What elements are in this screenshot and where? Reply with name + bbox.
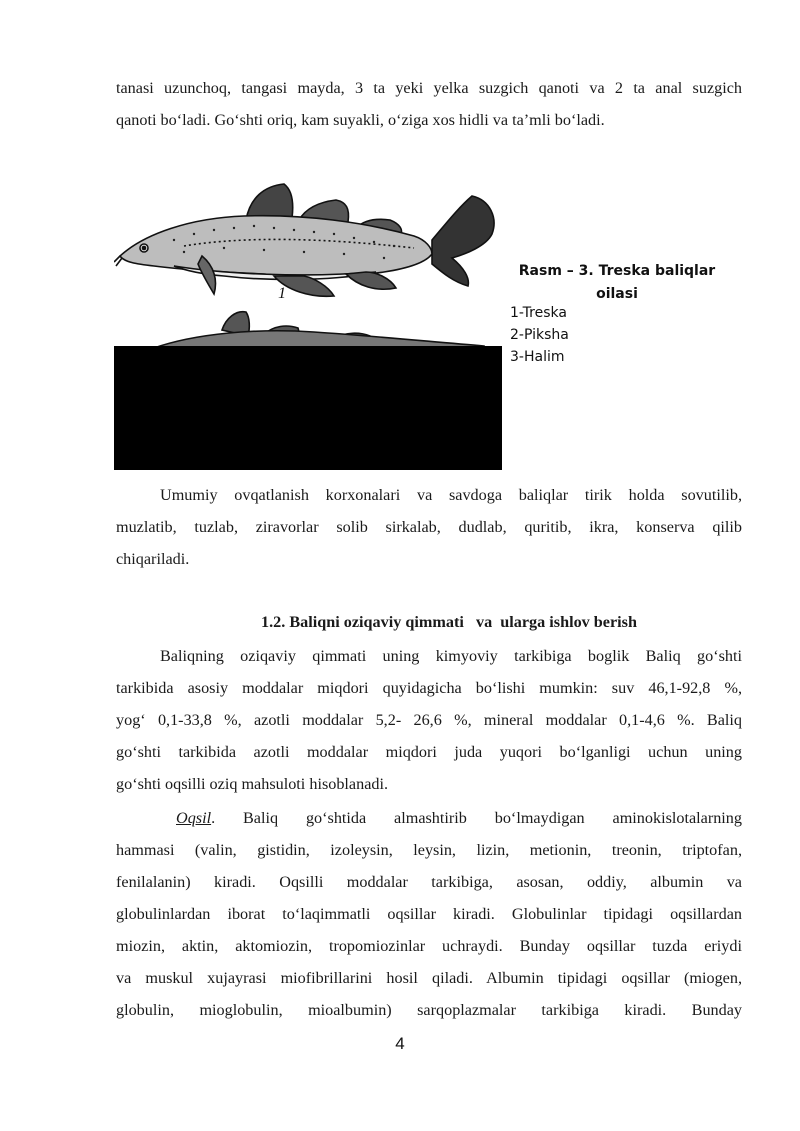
figure-caption-title xyxy=(512,260,722,306)
text-line: yog‘ 0,1-33,8 %, azotli moddalar 5,2- 26,6 %, mineral moddalar 0,1-4,6 %. Baliq xyxy=(116,711,742,729)
processing-paragraph xyxy=(116,479,742,575)
text-line: Umumiy ovqatlanish korxonalari va savdoga baliqlar tirik holda sovutilib, xyxy=(160,486,742,504)
protein-paragraph xyxy=(116,802,742,1026)
protein-term: Oqsil xyxy=(176,809,212,827)
figure-number-label: 1 xyxy=(278,285,286,302)
text-line: tanasi uzunchoq, tangasi mayda, 3 ta yeki yelka suzgich qanoti va 2 ta anal suzgich xyxy=(116,79,742,97)
text-line: chiqariladi. xyxy=(116,550,190,568)
caption-line: oilasi xyxy=(596,286,638,302)
intro-paragraph xyxy=(116,72,742,136)
text-line: tarkibida asosiy moddalar miqdori quyidagicha bo‘lishi mumkin: suv 46,1-92,8 %, xyxy=(116,679,742,697)
section-heading: 1.2. Baliqni oziqaviy qimmati va ularga ishlov berish xyxy=(261,613,637,631)
text-line: hammasi (valin, gistidin, izoleysin, leysin, lizin, metionin, treonin, triptofan, xyxy=(116,841,742,859)
text-line: qanoti bo‘ladi. Go‘shti oriq, kam suyakli, o‘ziga xos hidli va ta’mli bo‘ladi. xyxy=(116,111,605,129)
figure-item: 2-Piksha xyxy=(510,327,569,343)
caption-line: Rasm – 3. Treska baliqlar xyxy=(518,263,716,279)
text-line: go‘shti tarkibida azotli moddalar miqdori juda yuqori bo‘lganligi uchun uning xyxy=(116,743,742,761)
figure-item: 1-Treska xyxy=(510,305,567,321)
figure-item: 3-Halim xyxy=(510,349,565,365)
text-line xyxy=(116,802,742,834)
text-run: . Baliq go‘shtida almashtirib bo‘lmaydigan aminokislotalarning xyxy=(211,809,742,827)
text-line: muzlatib, tuzlab, ziravorlar solib sirkalab, dudlab, quritib, ikra, konserva qilib xyxy=(116,518,742,536)
nutrition-paragraph xyxy=(116,640,742,800)
text-line: go‘shti oqsilli oziq mahsuloti hisoblanadi. xyxy=(116,775,389,793)
redacted-block xyxy=(114,346,502,470)
text-line: va muskul xujayrasi miofibrillarini hosil qiladi. Albumin tipidagi oqsillar (miogen, xyxy=(116,969,742,987)
page-number: 4 xyxy=(395,1034,405,1053)
text-line: globulin, mioglobulin, mioalbumin) sarqoplazmalar tarkibiga kiradi. Bunday xyxy=(116,1001,742,1019)
text-line: fenilalanin) kiradi. Oqsilli moddalar tarkibiga, asosan, oddiy, albumin va xyxy=(116,873,742,891)
text-line: Baliqning oziqaviy qimmati uning kimyoviy tarkibiga boglik Baliq go‘shti xyxy=(160,647,742,665)
text-line: globulinlardan iborat to‘laqimmatli oqsillar kiradi. Globulinlar tipidagi oqsillardan xyxy=(116,905,742,923)
text-line: miozin, aktin, aktomiozin, tropomiozinlar uchraydi. Bunday oqsillar tuzda eriydi xyxy=(116,937,742,955)
